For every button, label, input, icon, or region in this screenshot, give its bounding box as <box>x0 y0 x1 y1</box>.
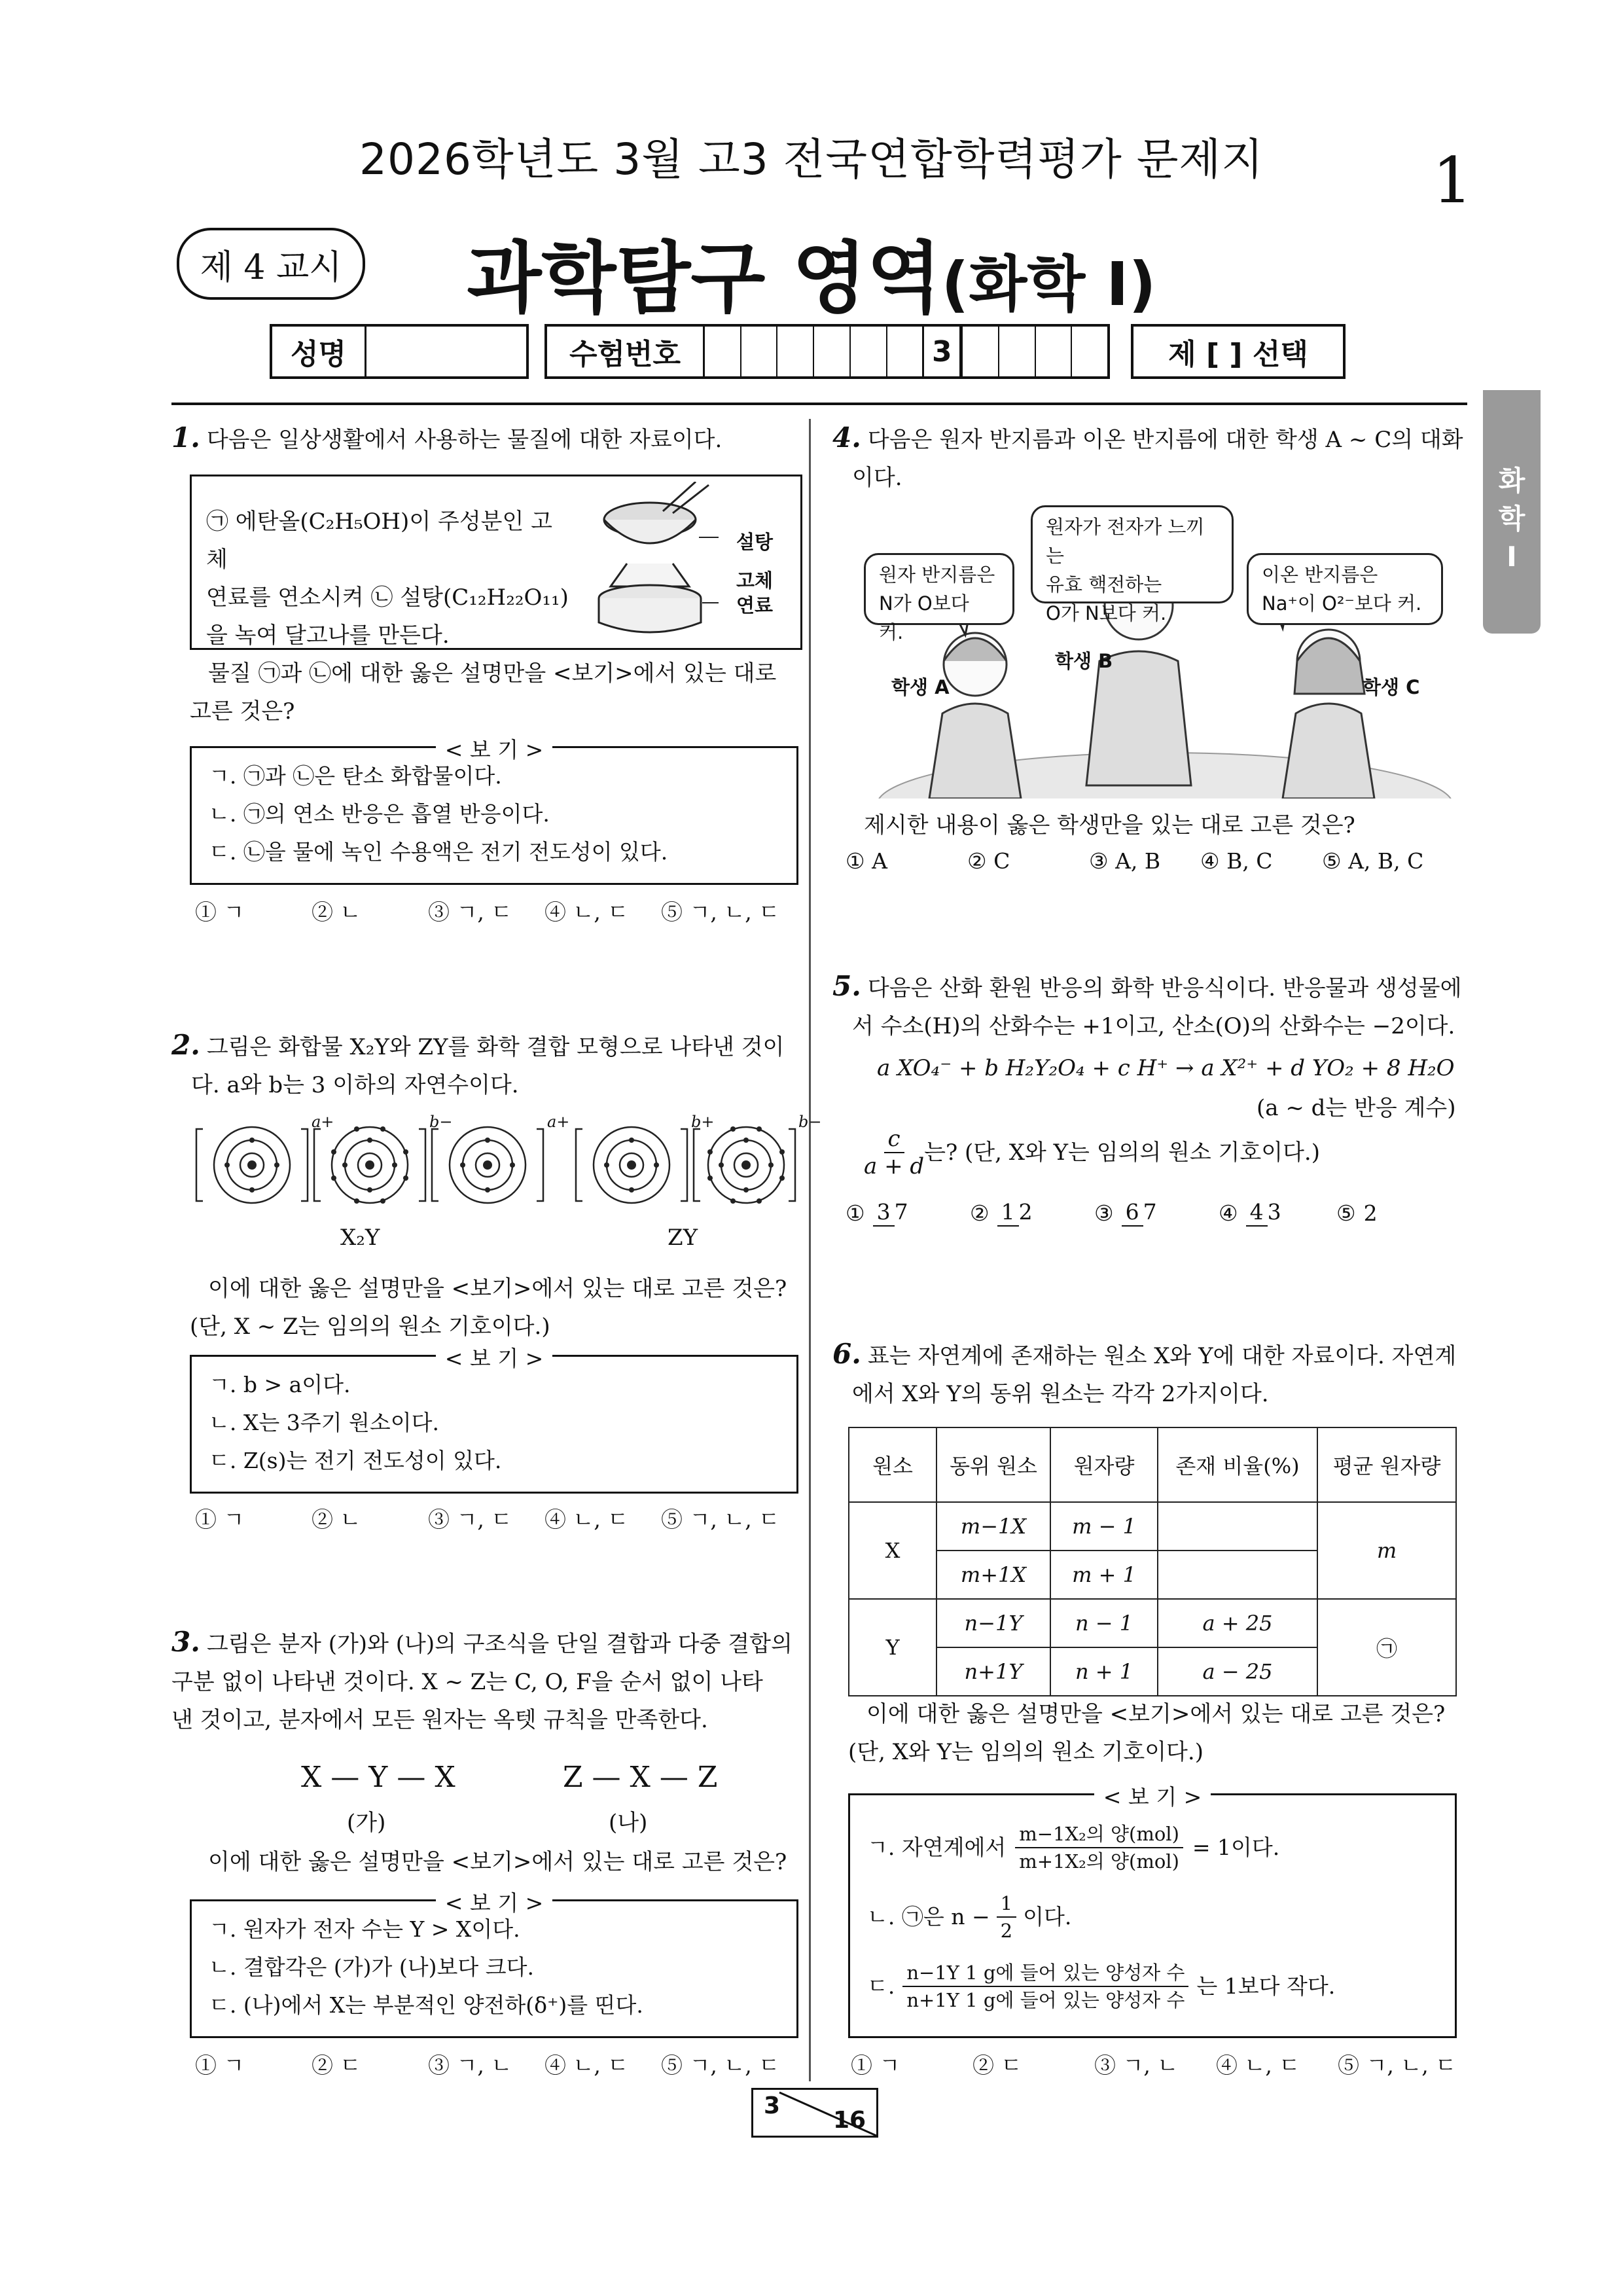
choice-3[interactable]: ③ A, B <box>1089 848 1161 874</box>
choice-1[interactable]: ① A <box>846 848 887 874</box>
bogi-item: ㄷ. ㉡을 물에 녹인 수용액은 전기 전도성이 있다. <box>209 839 668 865</box>
choice-1[interactable]: ① ㄱ <box>195 2053 245 2078</box>
choice-1[interactable]: ① ㄱ <box>195 899 245 925</box>
student-c-label: 학생 C <box>1363 676 1420 698</box>
molecule-ga: X — Y — X <box>301 1761 455 1794</box>
exam-digit-cell <box>814 327 851 376</box>
speech-bubble-c: 이온 반지름은 Na⁺이 O²⁻보다 커. <box>1247 553 1443 625</box>
q6-choices <box>851 2049 1466 2079</box>
choice-box <box>1131 324 1346 379</box>
choice-4[interactable]: ④ B, C <box>1200 848 1273 874</box>
q5-equation: a XO₄⁻ + b H₂Y₂O₄ + c H⁺ → a X²⁺ + d YO₂ + 8 H₂O <box>877 1055 1455 1081</box>
bogi-item: ㄱ. b > a이다. <box>209 1372 351 1397</box>
ion-charge-label: b− <box>429 1113 453 1131</box>
exam-number-box <box>544 324 1110 379</box>
bogi-item: ㄷ. $\frac{\text{n−1Y 1 g에 들어 있는 양성자 수}}{\text{n+1Y 1 g에 들어 있는 양성자 수}}$ 는 1보다 작다. <box>867 1950 1438 2023</box>
speech-bubble-b: 원자가 전자가 느끼는 유효 핵전하는 O가 N보다 커. <box>1031 505 1234 603</box>
choice-3[interactable]: ③ ㄱ, ㄴ <box>428 2053 512 2078</box>
choice-4[interactable]: ④ ㄴ, ㄷ <box>544 899 629 925</box>
molecule-na: Z — X — Z <box>563 1761 718 1794</box>
q6-bogi: < 보 기 > ㄱ. 자연계에서 $\frac{\text{m−1X₂의 양(mol)}}{\text{m+1X₂의 양(mol)}}$ = 1이다. ㄴ. ㉠은 n − $\frac{1}{2}$ 이다. ㄷ. $\frac{\text{n−1Y 1 g에 들어 있는 양성자 수}}{\text{n+1Y 1 g에 들어 있는 양성자 수}}$ 는 1보다 작다. <box>848 1793 1457 2038</box>
q3-stem: 3. 그림은 분자 (가)와 (나)의 구조식을 단일 결합과 다중 결합의 구분 없이 나타낸 것이다. X ~ Z는 C, O, F을 순서 없이 나타 낸 것이고, 분자에서 모든 원자는 옥텟 규칙을 만족한다. <box>171 1626 793 1733</box>
q5-choices <box>846 1199 1467 1227</box>
table-header: 원소 <box>849 1427 936 1502</box>
name-label: 성명 <box>272 327 366 376</box>
bogi-item: ㄴ. ㉠의 연소 반응은 흡열 반응이다. <box>209 801 550 827</box>
q6-stem: 6. 표는 자연계에 존재하는 원소 X와 Y에 대한 자료이다. 자연계 에서 X와 Y의 동위 원소는 각각 2가지이다. <box>832 1338 1457 1407</box>
name-field <box>366 327 526 376</box>
exam-digit-cell <box>705 327 741 376</box>
page-counter <box>751 2088 878 2138</box>
choice-5[interactable]: ⑤ ㄱ, ㄴ, ㄷ <box>661 1507 780 1532</box>
exam-digit-cell <box>961 327 999 376</box>
choice-1[interactable]: ① ㄱ <box>851 2053 901 2078</box>
q2-stem: 2. 그림은 화합물 X₂Y와 ZY를 화학 결합 모형으로 나타낸 것이 다. a와 b는 3 이하의 자연수이다. <box>171 1029 785 1098</box>
choice-1[interactable]: ① 3 7 <box>846 1199 908 1226</box>
choice-5[interactable]: ⑤ ㄱ, ㄴ, ㄷ <box>661 2053 780 2078</box>
q6-isotope-table <box>848 1427 1457 1696</box>
q1-bogi: < 보 기 > ㄱ. ㉠과 ㉡은 탄소 화합물이다. ㄴ. ㉠의 연소 반응은 흡열 반응이다. ㄷ. ㉡을 물에 녹인 수용액은 전기 전도성이 있다. <box>190 746 798 885</box>
table-row: n+1Y n + 1 a − 25 <box>849 1647 1456 1696</box>
q2-question: 이에 대한 옳은 설명만을 <보기>에서 있는 대로 고른 것은? (단, X ~ Z는 임의의 원소 기호이다.) <box>190 1276 787 1340</box>
label-x2y: X₂Y <box>340 1225 380 1251</box>
q4-stem: 4. 다음은 원자 반지름과 이온 반지름에 대한 학생 A ~ C의 대화 이다. <box>832 422 1463 491</box>
choice-3[interactable]: ③ 6 7 <box>1094 1199 1157 1226</box>
choice-5[interactable]: ⑤ A, B, C <box>1322 848 1424 874</box>
q4-choices <box>846 848 1467 874</box>
choice-2[interactable]: ② ㄷ <box>312 2053 361 2078</box>
exam-number-label: 수험번호 <box>547 327 705 376</box>
table-header: 존재 비율(%) <box>1158 1427 1317 1502</box>
choice-5[interactable]: ⑤ ㄱ, ㄴ, ㄷ <box>661 899 780 925</box>
choice-4[interactable]: ④ ㄴ, ㄷ <box>1216 2053 1300 2078</box>
q2-bogi: < 보 기 > ㄱ. b > a이다. ㄴ. X는 3주기 원소이다. ㄷ. Z(s)는 전기 전도성이 있다. <box>190 1355 798 1494</box>
choice-label: 제 [ ] 선택 <box>1168 338 1308 371</box>
page-total: 16 <box>833 2107 866 2134</box>
choice-3[interactable]: ③ ㄱ, ㄷ <box>428 1507 512 1532</box>
q3-choices <box>195 2049 804 2079</box>
speech-bubble-a: 원자 반지름은 N가 O보다 커. <box>864 553 1014 625</box>
exam-digit-cell <box>851 327 887 376</box>
fuel-label: 고체 연료 <box>736 569 774 617</box>
table-row: X m−1X m − 1 m <box>849 1502 1456 1551</box>
subject-main: 과학탐구 영역 <box>467 233 942 323</box>
table-header-row <box>849 1427 1456 1502</box>
choice-2[interactable]: ② C <box>967 848 1010 874</box>
exam-digit-cell <box>741 327 778 376</box>
choice-2[interactable]: ② ㄷ <box>972 2053 1022 2078</box>
table-row: Y n−1Y n − 1 a + 25 ㉠ <box>849 1599 1456 1647</box>
bogi-item: ㄱ. 자연계에서 $\frac{\text{m−1X₂의 양(mol)}}{\text{m+1X₂의 양(mol)}}$ = 1이다. <box>867 1811 1438 1884</box>
bogi-item: ㄱ. 원자가 전자 수는 Y > X이다. <box>209 1916 520 1942</box>
table-row: m+1X m + 1 <box>849 1551 1456 1599</box>
choice-2[interactable]: ② ㄴ <box>312 1507 361 1532</box>
bogi-item: ㄴ. 결합각은 (가)가 (나)보다 크다. <box>209 1954 534 1980</box>
exam-title: 2026학년도 3월 고3 전국연합학력평가 문제지 <box>359 134 1264 185</box>
bogi-item: ㄱ. ㉠과 ㉡은 탄소 화합물이다. <box>209 763 502 789</box>
table-header: 원자량 <box>1050 1427 1158 1502</box>
label-ga: (가) <box>347 1810 386 1836</box>
student-a-label: 학생 A <box>891 676 950 698</box>
q3-question: 이에 대한 옳은 설명만을 <보기>에서 있는 대로 고른 것은? <box>208 1849 787 1875</box>
bogi-item: ㄴ. X는 3주기 원소이다. <box>209 1410 439 1435</box>
ion-charge-label: b− <box>798 1113 822 1131</box>
sugar-label: 설탕 <box>736 531 774 553</box>
q3-bogi: < 보 기 > ㄱ. 원자가 전자 수는 Y > X이다. ㄴ. 결합각은 (가)가 (나)보다 크다. ㄷ. (나)에서 X는 부분적인 양전하(δ⁺)를 띤다. <box>190 1899 798 2038</box>
subject-side-tab: 화 학 Ⅰ <box>1483 390 1541 634</box>
page-number: 1 <box>1432 144 1472 217</box>
q2-choices <box>195 1503 804 1534</box>
choice-5[interactable]: ⑤ 2 <box>1336 1200 1378 1226</box>
subject-title <box>0 216 1623 327</box>
q1-question: 물질 ㉠과 ㉡에 대한 옳은 설명만을 <보기>에서 있는 대로 고른 것은? <box>190 660 777 725</box>
ion-charge-label: a+ <box>312 1113 334 1131</box>
choice-3[interactable]: ③ ㄱ, ㄴ <box>1094 2053 1179 2078</box>
choice-2[interactable]: ② 1 2 <box>970 1199 1033 1226</box>
q1-stem: 1. 다음은 일상생활에서 사용하는 물질에 대한 자료이다. <box>171 422 722 454</box>
q6-question: 이에 대한 옳은 설명만을 <보기>에서 있는 대로 고른 것은? (단, X와 Y는 임의의 원소 기호이다.) <box>848 1701 1446 1765</box>
exam-digit-cell <box>887 327 925 376</box>
choice-5[interactable]: ⑤ ㄱ, ㄴ, ㄷ <box>1338 2053 1457 2078</box>
student-b-label: 학생 B <box>1055 650 1113 672</box>
choice-4[interactable]: ④ ㄴ, ㄷ <box>544 1507 629 1532</box>
header-rule <box>171 403 1467 405</box>
ion-charge-label: b+ <box>691 1113 715 1131</box>
q5-stem: 5. 다음은 산화 환원 반응의 화학 반응식이다. 반응물과 생성물에 서 수소(H)의 산화수는 +1이고, 산소(O)의 산화수는 −2이다. <box>832 970 1462 1039</box>
exam-digit-cell <box>999 327 1036 376</box>
bogi-item: ㄷ. (나)에서 X는 부분적인 양전하(δ⁺)를 띤다. <box>209 1992 643 2018</box>
label-zy: ZY <box>668 1225 698 1251</box>
bogi-item: ㄷ. Z(s)는 전기 전도성이 있다. <box>209 1448 502 1473</box>
choice-2[interactable]: ② ㄴ <box>312 899 361 925</box>
exam-digit-cell-fixed: 3 <box>924 327 961 376</box>
exam-digit-cell <box>1036 327 1073 376</box>
choice-3[interactable]: ③ ㄱ, ㄷ <box>428 899 512 925</box>
q5-coef-note: (a ~ d는 반응 계수) <box>1257 1095 1456 1121</box>
table-header: 동위 원소 <box>936 1427 1050 1502</box>
session-badge: 제 4 교시 <box>177 228 365 300</box>
exam-digit-cell <box>1072 327 1107 376</box>
ion-charge-label: a+ <box>547 1113 570 1131</box>
choice-4[interactable]: ④ ㄴ, ㄷ <box>544 2053 629 2078</box>
column-divider <box>809 419 811 2081</box>
choice-1[interactable]: ① ㄱ <box>195 1507 245 1532</box>
subject-sub: (화학 Ⅰ) <box>941 249 1156 319</box>
q4-question: 제시한 내용이 옳은 학생만을 있는 대로 고른 것은? <box>864 812 1355 838</box>
table-header: 평균 원자량 <box>1317 1427 1456 1502</box>
q1-choices <box>195 895 804 926</box>
q1-data-box: ㉠ 에탄올(C₂H₅OH)이 주성분인 고체 연료를 연소시켜 ㉡ 설탕(C₁₂H₂₂O₁₁) 을 녹여 달고나를 만든다. 설탕 고체 연료 <box>190 475 802 650</box>
bogi-item: ㄴ. ㉠은 n − $\frac{1}{2}$ 이다. <box>867 1884 1438 1950</box>
exam-digit-cell <box>777 327 814 376</box>
label-na: (나) <box>609 1810 648 1836</box>
q5-question: $\frac{c}{a + d}$ 는? (단, X와 Y는 임의의 원소 기호이다.) <box>864 1126 1320 1179</box>
choice-4[interactable]: ④ 4 3 <box>1219 1199 1281 1226</box>
page-current: 3 <box>764 2092 781 2119</box>
name-box <box>270 324 529 379</box>
